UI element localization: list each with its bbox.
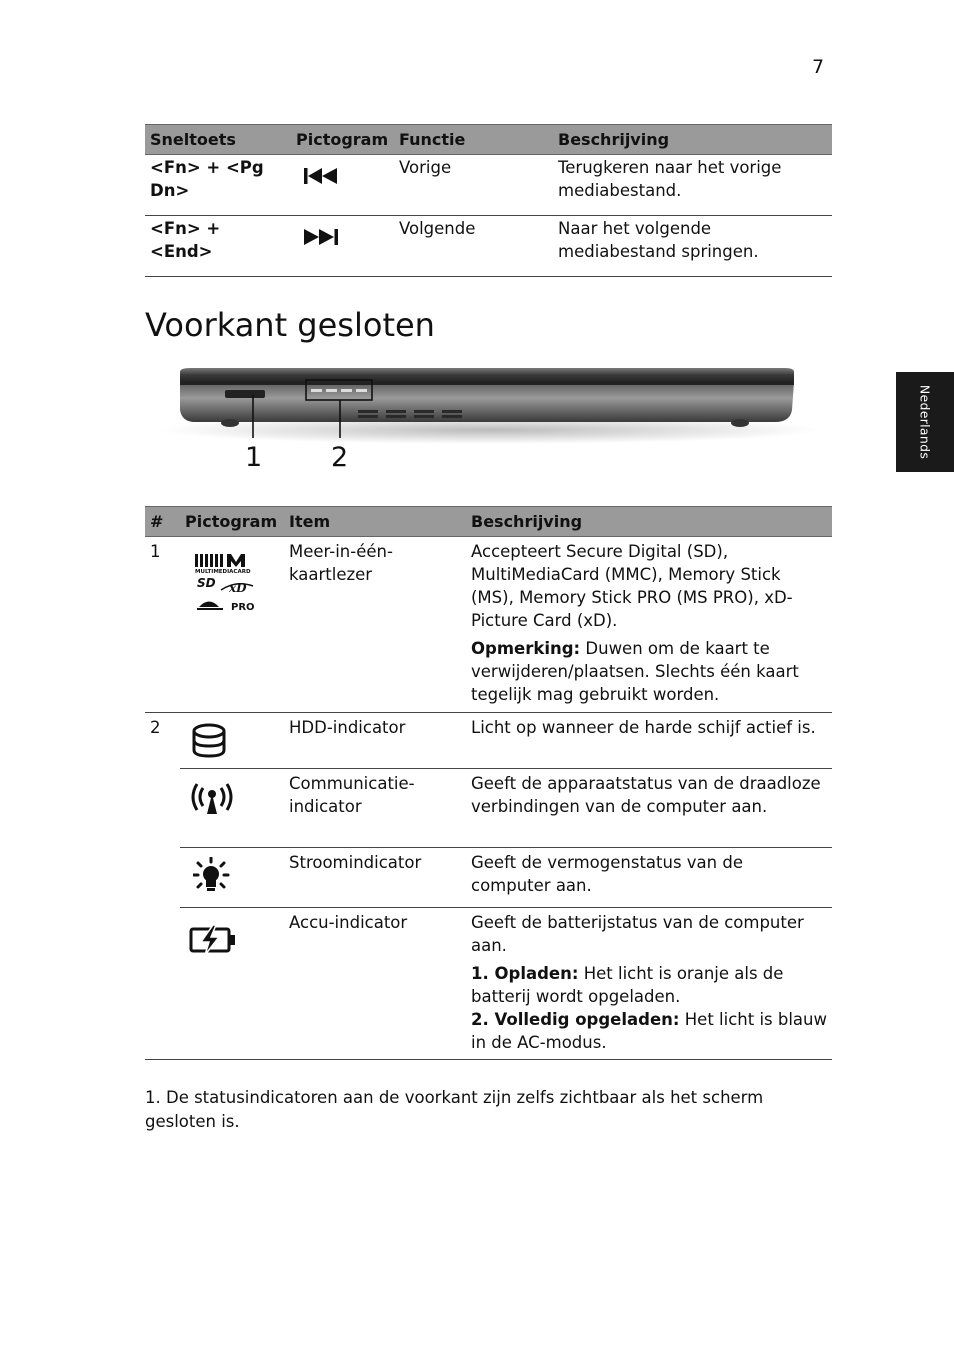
number-cell: 2 xyxy=(150,718,161,737)
charging-line xyxy=(471,962,827,1008)
callout-2: 2 xyxy=(331,442,349,473)
description-cell xyxy=(466,537,832,713)
header-functie: Functie xyxy=(394,125,553,155)
language-side-tab xyxy=(896,372,954,472)
note-paragraph xyxy=(471,637,827,706)
hotkey-table xyxy=(145,124,832,277)
header-sneltoets: Sneltoets xyxy=(145,125,291,155)
card-reader-icon xyxy=(191,552,261,616)
charging-text: Het licht is oranje als de batterij wordt opgeladen. xyxy=(471,964,784,1006)
table-row xyxy=(145,769,832,848)
previous-track-icon xyxy=(304,166,348,186)
table-row xyxy=(145,537,832,713)
charged-line xyxy=(471,1008,827,1054)
description-cell: Naar het volgende mediabestand springen. xyxy=(553,216,832,277)
hotkey-cell: <Fn> + <End> xyxy=(145,216,291,277)
icon-cell xyxy=(180,908,284,1060)
description-cell: Licht op wanneer de harde schijf actief is. xyxy=(466,713,832,769)
description-text: Geeft de batterijstatus van de computer aan. xyxy=(471,913,804,955)
item-cell: Accu-indicator xyxy=(284,908,466,1060)
description-text: Accepteert Secure Digital (SD), MultiMediaCard (MMC), Memory Stick (MS), Memory Stick PRO (MS PRO), xD-Picture Card (xD). xyxy=(471,542,793,630)
header-beschrijving: Beschrijving xyxy=(466,507,832,537)
pro-logo-text: PRO xyxy=(231,602,255,613)
header-pictogram: Pictogram xyxy=(180,507,284,537)
battery-icon xyxy=(189,923,237,957)
footnote: 1. De statusindicatoren aan de voorkant zijn zelfs zichtbaar als het scherm gesloten is. xyxy=(145,1088,764,1131)
function-cell: Volgende xyxy=(394,216,553,277)
description-cell: Geeft de vermogenstatus van de computer aan. xyxy=(466,848,832,908)
table-row xyxy=(145,908,832,1060)
icon-cell xyxy=(180,848,284,908)
component-table-header xyxy=(145,507,832,537)
hdd-icon xyxy=(191,722,231,760)
power-icon xyxy=(193,857,233,897)
number-cell xyxy=(145,848,180,908)
next-track-icon xyxy=(304,227,348,247)
number-cell: 1 xyxy=(145,537,180,713)
charging-label: 1. Opladen: xyxy=(471,964,579,983)
charged-label: 2. Volledig opgeladen: xyxy=(471,1010,680,1029)
table-row xyxy=(145,713,832,769)
table-row xyxy=(145,848,832,908)
header-pictogram: Pictogram xyxy=(291,125,394,155)
language-side-tab-label: Nederlands xyxy=(917,384,933,460)
number-cell xyxy=(145,769,180,848)
page-number: 7 xyxy=(812,56,825,78)
mmc-logo-text: MULTIMEDIACARD xyxy=(195,569,251,575)
page-title: Voorkant gesloten xyxy=(145,306,435,344)
number-cell xyxy=(145,908,180,1060)
sd-logo-text: SD xyxy=(197,576,216,590)
note-label: Opmerking: xyxy=(471,639,581,658)
hotkey-cell: <Fn> + <Pg Dn> xyxy=(145,155,291,216)
icon-cell xyxy=(291,216,394,277)
wireless-icon xyxy=(189,780,235,818)
header-item: Item xyxy=(284,507,466,537)
description-cell: Terugkeren naar het vorige mediabestand. xyxy=(553,155,832,216)
table-row xyxy=(145,216,832,277)
callout-1: 1 xyxy=(245,442,263,473)
header-number: # xyxy=(145,507,180,537)
charged-text: Het licht is blauw in de AC-modus. xyxy=(471,1010,827,1052)
description-cell xyxy=(466,908,832,1060)
icon-cell xyxy=(180,769,284,848)
note-text: Duwen om de kaart te verwijderen/plaatsen. Slechts één kaart tegelijk mag gebruikt worden. xyxy=(471,639,799,704)
item-cell: HDD-indicator xyxy=(284,713,466,769)
header-beschrijving: Beschrijving xyxy=(553,125,832,155)
item-cell: Communicatie-indicator xyxy=(284,769,466,848)
description-cell: Geeft de apparaatstatus van de draadloze verbindingen van de computer aan. xyxy=(466,769,832,848)
item-cell: Stroomindicator xyxy=(284,848,466,908)
function-cell: Vorige xyxy=(394,155,553,216)
icon-cell xyxy=(180,713,284,769)
component-table xyxy=(145,506,832,1060)
hotkey-table-header xyxy=(145,125,832,155)
icon-cell xyxy=(291,155,394,216)
item-cell: Meer-in-één-kaartlezer xyxy=(284,537,466,713)
icon-cell xyxy=(180,537,284,713)
xd-logo-text: xD xyxy=(229,581,247,595)
table-row xyxy=(145,155,832,216)
